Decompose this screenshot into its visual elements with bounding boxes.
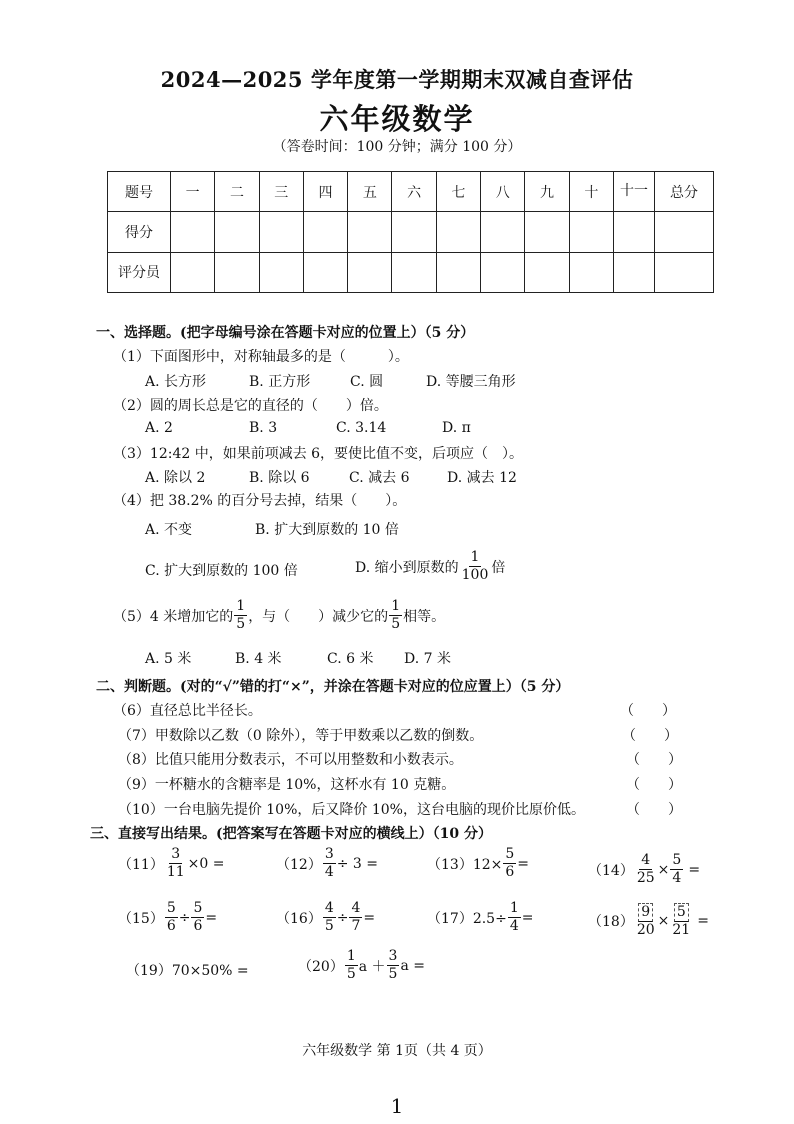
problem-19: （19）70×50% = (126, 963, 249, 979)
denominator: 5 (388, 966, 398, 982)
col-header: 七 (436, 172, 480, 212)
problem-18 (588, 903, 709, 939)
q5-option-b: B. 4 米 (235, 651, 282, 667)
problem-16 (276, 900, 375, 935)
operator: × (657, 861, 670, 878)
q4-stem: （4）把 38.2% 的百分号去掉，结果（ ）。 (113, 493, 407, 509)
q3-option-c: C. 减去 6 (349, 470, 410, 486)
answer-paren[interactable]: （ ） (626, 752, 682, 768)
problem-label: （11） (118, 856, 164, 873)
score-cell[interactable] (436, 212, 480, 252)
fraction (670, 852, 683, 887)
grader-cell[interactable] (481, 252, 525, 292)
q5-option-c: C. 6 米 (327, 651, 374, 667)
q4-d-suffix: 倍 (491, 559, 506, 576)
col-header: 六 (392, 172, 436, 212)
grader-cell[interactable] (259, 252, 303, 292)
denominator: 20 (636, 922, 655, 938)
problem-label: （17）2.5÷ (427, 910, 507, 927)
fraction (323, 900, 336, 935)
q4-option-a: A. 不变 (145, 522, 193, 538)
score-cell[interactable] (481, 212, 525, 252)
score-cell[interactable] (259, 212, 303, 252)
q2-stem: （2）圆的周长总是它的直径的（ ）倍。 (113, 398, 388, 414)
problem-label: （15） (118, 910, 164, 927)
grader-cell[interactable] (655, 252, 714, 292)
q3-option-d: D. 减去 12 (447, 470, 517, 486)
grader-cell[interactable] (171, 252, 215, 292)
problem-label: （13）12× (427, 856, 503, 873)
grader-row (108, 252, 714, 292)
problem-13 (427, 846, 529, 881)
fraction (234, 598, 247, 633)
grader-cell[interactable] (348, 252, 392, 292)
judge-item-7: （7）甲数除以乙数（0 除外），等于甲数乘以乙数的倒数。 (118, 728, 484, 744)
problem-15 (118, 900, 217, 935)
score-cell[interactable] (655, 212, 714, 252)
numerator: 1 (470, 549, 480, 565)
numerator: 4 (641, 852, 651, 868)
problem-rest: = (205, 909, 218, 926)
q5-suffix: 相等。 (403, 608, 446, 625)
numerator: 5 (674, 903, 689, 922)
problem-rest: a = (400, 957, 425, 974)
score-cell[interactable] (215, 212, 259, 252)
operator: ÷ (336, 909, 349, 926)
problem-label: （16） (276, 910, 322, 927)
col-header: 十 (569, 172, 613, 212)
denominator: 7 (351, 918, 361, 934)
q3-option-b: B. 除以 6 (249, 470, 310, 486)
numerator: 4 (324, 900, 334, 916)
score-cell[interactable] (303, 212, 347, 252)
judge-item-6: （6）直径总比半径长。 (113, 703, 262, 719)
denominator: 5 (346, 966, 356, 982)
q2-option-c: C. 3.14 (336, 420, 387, 436)
score-cell[interactable] (171, 212, 215, 252)
problem-rest: = (363, 909, 376, 926)
fraction (165, 846, 187, 881)
denominator: 11 (166, 864, 185, 880)
fraction (508, 900, 521, 935)
q1-stem: （1）下面图形中，对称轴最多的是（ ）。 (113, 349, 409, 365)
col-header: 五 (348, 172, 392, 212)
q4-option-c: C. 扩大到原数的 100 倍 (145, 563, 298, 579)
q1-option-a: A. 长方形 (145, 374, 207, 390)
q4-d-prefix: D. 缩小到原数的 (355, 559, 459, 576)
fraction (635, 903, 657, 939)
numerator: 3 (324, 846, 334, 862)
answer-paren[interactable]: （ ） (622, 728, 678, 744)
answer-paren[interactable]: （ ） (626, 802, 682, 818)
problem-rest: = (521, 909, 534, 926)
q5-option-a: A. 5 米 (145, 651, 192, 667)
problem-17 (427, 900, 533, 935)
numerator: 3 (388, 948, 398, 964)
problem-label: （14） (588, 862, 634, 879)
denominator: 6 (166, 918, 176, 934)
problem-middle: a ＋ (358, 958, 386, 975)
q1-option-d: D. 等腰三角形 (426, 374, 516, 390)
denominator: 6 (193, 918, 203, 934)
problem-20 (298, 948, 425, 983)
numerator: 5 (672, 852, 682, 868)
fraction (387, 948, 400, 983)
score-table-header-row (108, 172, 714, 212)
section2-heading: 二、判断题。(对的“√”错的打“×”，并涂在答题卡对应的位应置上）（5 分） (96, 679, 570, 695)
q5-stem (113, 598, 445, 633)
numerator: 5 (193, 900, 203, 916)
judge-item-8: （8）比值只能用分数表示，不可以用整数和小数表示。 (118, 752, 463, 768)
score-cell[interactable] (525, 212, 569, 252)
grader-cell[interactable] (525, 252, 569, 292)
grader-cell[interactable] (215, 252, 259, 292)
problem-11 (118, 846, 224, 881)
denominator: 4 (324, 864, 334, 880)
col-header: 题号 (108, 172, 171, 212)
score-cell[interactable] (392, 212, 436, 252)
denominator: 100 (461, 567, 489, 583)
numerator: 4 (351, 900, 361, 916)
score-row (108, 212, 714, 252)
grader-cell[interactable] (392, 252, 436, 292)
col-header: 九 (525, 172, 569, 212)
numerator: 1 (391, 598, 401, 614)
answer-paren[interactable]: （ ） (626, 777, 682, 793)
section1-heading: 一、选择题。(把字母编号涂在答题卡对应的位置上）（5 分） (96, 325, 475, 341)
answer-paren[interactable]: （ ） (620, 703, 676, 719)
grader-cell[interactable] (614, 252, 655, 292)
denominator: 4 (509, 918, 519, 934)
problem-rest: = (697, 913, 709, 929)
col-header: 三 (259, 172, 303, 212)
exam-title: 2024—2025 学年度第一学期期末双减自查评估 (160, 67, 634, 92)
denominator: 6 (505, 864, 515, 880)
operator: ÷ (178, 909, 191, 926)
fraction (389, 598, 402, 633)
fraction (460, 549, 491, 584)
q3-stem: （3）12:42 中，如果前项减去 6，要使比值不变，后项应（ ）。 (113, 446, 524, 462)
q3-option-a: A. 除以 2 (145, 470, 206, 486)
fraction (635, 852, 657, 887)
judge-item-9: （9）一杯糖水的含糖率是 10%，这杯水有 10 克糖。 (118, 777, 456, 793)
score-cell[interactable] (614, 212, 655, 252)
col-header: 十一 (614, 172, 655, 212)
col-header: 二 (215, 172, 259, 212)
judge-item-10: （10）一台电脑先提价 10%，后又降价 10%，这台电脑的现价比原价低。 (118, 802, 585, 818)
q5-option-d: D. 7 米 (404, 651, 451, 667)
grader-cell[interactable] (569, 252, 613, 292)
problem-label: （20） (298, 958, 344, 975)
denominator: 25 (636, 870, 655, 886)
problem-label: （18） (588, 914, 634, 930)
fraction (670, 903, 692, 939)
col-header: 四 (303, 172, 347, 212)
section3-heading: 三、直接写出结果。(把答案写在答题卡对应的横线上）（10 分） (90, 826, 492, 842)
denominator: 21 (672, 922, 691, 938)
row-header: 评分员 (108, 252, 171, 292)
numerator: 9 (638, 903, 653, 922)
col-header: 总分 (655, 172, 714, 212)
problem-rest: ÷ 3 = (336, 855, 379, 872)
row-header: 得分 (108, 212, 171, 252)
q5-middle: ，与（ ）减少它的 (248, 608, 389, 625)
problem-12 (276, 846, 378, 881)
problem-14 (588, 852, 700, 887)
page-number: 1 (390, 1094, 404, 1118)
problem-rest: = (517, 855, 530, 872)
grader-cell[interactable] (436, 252, 480, 292)
grader-cell[interactable] (303, 252, 347, 292)
problem-label: （12） (276, 856, 322, 873)
denominator: 5 (324, 918, 334, 934)
q4-option-b: B. 扩大到原数的 10 倍 (255, 522, 399, 538)
denominator: 5 (391, 616, 401, 632)
denominator: 5 (236, 616, 246, 632)
subject-title: 六年级数学 (319, 102, 475, 136)
col-header: 一 (171, 172, 215, 212)
problem-rest: ×0 = (187, 855, 225, 872)
q4-option-d (355, 549, 505, 584)
score-table (107, 171, 714, 293)
problem-rest: = (688, 861, 701, 878)
q5-prefix: （5）4 米增加它的 (113, 608, 234, 625)
fraction (165, 900, 178, 935)
numerator: 1 (346, 948, 356, 964)
fraction (191, 900, 204, 935)
q2-option-a: A. 2 (145, 420, 173, 436)
exam-note: （答卷时间：100 分钟；满分 100 分） (272, 139, 522, 155)
fraction (345, 948, 358, 983)
q2-option-d: D. π (442, 420, 471, 436)
numerator: 1 (509, 900, 519, 916)
q1-option-c: C. 圆 (350, 374, 384, 390)
numerator: 5 (505, 846, 515, 862)
fraction (349, 900, 362, 935)
numerator: 1 (236, 598, 246, 614)
numerator: 5 (166, 900, 176, 916)
score-cell[interactable] (348, 212, 392, 252)
operator: × (657, 913, 670, 929)
denominator: 4 (672, 870, 682, 886)
fraction (503, 846, 516, 881)
score-cell[interactable] (569, 212, 613, 252)
numerator: 3 (171, 846, 181, 862)
q1-option-b: B. 正方形 (249, 374, 311, 390)
col-header: 八 (481, 172, 525, 212)
q2-option-b: B. 3 (249, 420, 278, 436)
fraction (323, 846, 336, 881)
page-footer: 六年级数学 第 1页（共 4 页） (302, 1043, 492, 1059)
